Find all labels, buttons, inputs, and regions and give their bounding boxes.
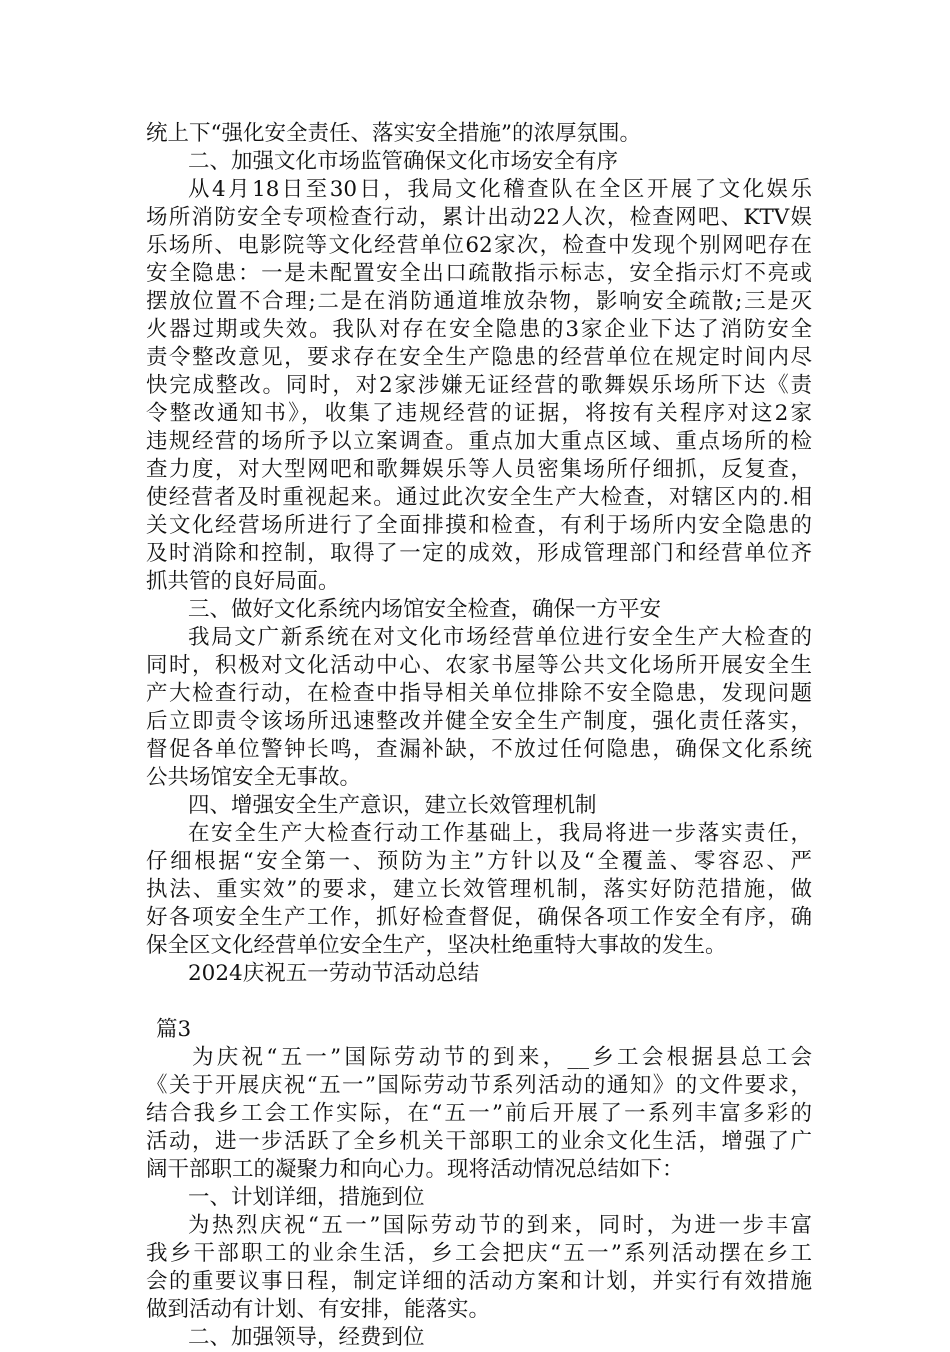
- paragraph-line: 及时消除和控制，取得了一定的成效，形成管理部门和经营单位齐: [146, 541, 812, 566]
- paragraph-line: 责令整改意见，要求存在安全生产隐患的经营单位在规定时间内尽: [146, 345, 812, 370]
- paragraph-line: 乐场所、电影院等文化经营单位62家次，检查中发现个别网吧存在: [146, 233, 812, 258]
- paragraph-line: 督促各单位警钟长鸣，查漏补缺，不放过任何隐患，确保文化系统: [146, 737, 812, 762]
- section-heading: 二、加强领导，经费到位: [188, 1325, 425, 1350]
- paragraph-line: 结合我乡工会工作实际，在“五一”前后开展了一系列丰富多彩的: [146, 1101, 812, 1126]
- paragraph-line: 保全区文化经营单位安全生产，坚决杜绝重特大事故的发生。: [146, 933, 727, 958]
- paragraph-line: 在安全生产大检查行动工作基础上，我局将进一步落实责任，: [188, 821, 812, 846]
- paragraph-line: 后立即责令该场所迅速整改并健全安全生产制度，强化责任落实，: [146, 709, 812, 734]
- paragraph-line: 会的重要议事日程，制定详细的活动方案和计划，并实行有效措施: [146, 1269, 812, 1294]
- paragraph-line: 安全隐患：一是未配置安全出口疏散指示标志，安全指示灯不亮或: [146, 261, 812, 286]
- paragraph-line: 快完成整改。同时，对2家涉嫌无证经营的歌舞娱乐场所下达《责: [146, 373, 812, 398]
- document-body: [146, 120, 812, 1352]
- paragraph-line: 从4月18日至30日，我局文化稽查队在全区开展了文化娱乐: [188, 177, 812, 202]
- paragraph-line: 执法、重实效”的要求，建立长效管理机制，落实好防范措施，做: [146, 877, 812, 902]
- paragraph-line: 使经营者及时重视起来。通过此次安全生产大检查，对辖区内的.相: [146, 485, 812, 510]
- paragraph-line: 好各项安全生产工作，抓好检查督促，确保各项工作安全有序，确: [146, 905, 812, 930]
- paragraph-line: 为庆祝“五一”国际劳动节的到来，__乡工会根据县总工会: [192, 1045, 812, 1070]
- section-heading: 二、加强文化市场监管确保文化市场安全有序: [188, 149, 619, 174]
- paragraph-line: 违规经营的场所予以立案调查。重点加大重点区域、重点场所的检: [146, 429, 812, 454]
- section-heading: 三、做好文化系统内场馆安全检查，确保一方平安: [188, 597, 662, 622]
- paragraph-line: 仔细根据“安全第一、预防为主”方针以及“全覆盖、零容忍、严: [146, 849, 812, 874]
- paragraph-line: 阔干部职工的凝聚力和向心力。现将活动情况总结如下：: [146, 1157, 684, 1182]
- paragraph-line: 为热烈庆祝“五一”国际劳动节的到来，同时，为进一步丰富: [188, 1213, 812, 1238]
- section-heading: 四、增强安全生产意识，建立长效管理机制: [188, 793, 597, 818]
- paragraph-line: 令整改通知书》，收集了违规经营的证据，将按有关程序对这2家: [146, 401, 812, 426]
- paragraph-line: 我局文广新系统在对文化市场经营单位进行安全生产大检查的: [188, 625, 812, 650]
- paragraph-line: 活动，进一步活跃了全乡机关干部职工的业余文化生活，增强了广: [146, 1129, 812, 1154]
- blank-line: [146, 988, 812, 1016]
- section-label: 篇3: [156, 1017, 192, 1042]
- paragraph-line: 摆放位置不合理;二是在消防通道堆放杂物，影响安全疏散;三是灭: [146, 289, 812, 314]
- document-title: 2024庆祝五一劳动节活动总结: [188, 961, 480, 986]
- paragraph-line: 公共场馆安全无事故。: [146, 765, 362, 790]
- paragraph-line: 火器过期或失效。我队对存在安全隐患的3家企业下达了消防安全: [146, 317, 812, 342]
- paragraph-line: 产大检查行动，在检查中指导相关单位排除不安全隐患，发现问题: [146, 681, 812, 706]
- paragraph-line: 关文化经营场所进行了全面排摸和检查，有利于场所内安全隐患的: [146, 513, 812, 538]
- section-heading: 一、计划详细，措施到位: [188, 1185, 425, 1210]
- paragraph-line: 查力度，对大型网吧和歌舞娱乐等人员密集场所仔细抓，反复查，: [146, 457, 812, 482]
- paragraph-line: 我乡干部职工的业余生活，乡工会把庆“五一”系列活动摆在乡工: [146, 1241, 812, 1266]
- paragraph-line: 做到活动有计划、有安排，能落实。: [146, 1297, 491, 1322]
- paragraph-line: 统上下“强化安全责任、落实安全措施”的浓厚氛围。: [146, 121, 641, 146]
- paragraph-line: 场所消防安全专项检查行动，累计出动22人次，检查网吧、KTV娱: [146, 205, 812, 230]
- paragraph-line: 同时，积极对文化活动中心、农家书屋等公共文化场所开展安全生: [146, 653, 812, 678]
- paragraph-line: 抓共管的良好局面。: [146, 569, 340, 594]
- paragraph-line: 《关于开展庆祝“五一”国际劳动节系列活动的通知》的文件要求，: [146, 1073, 812, 1098]
